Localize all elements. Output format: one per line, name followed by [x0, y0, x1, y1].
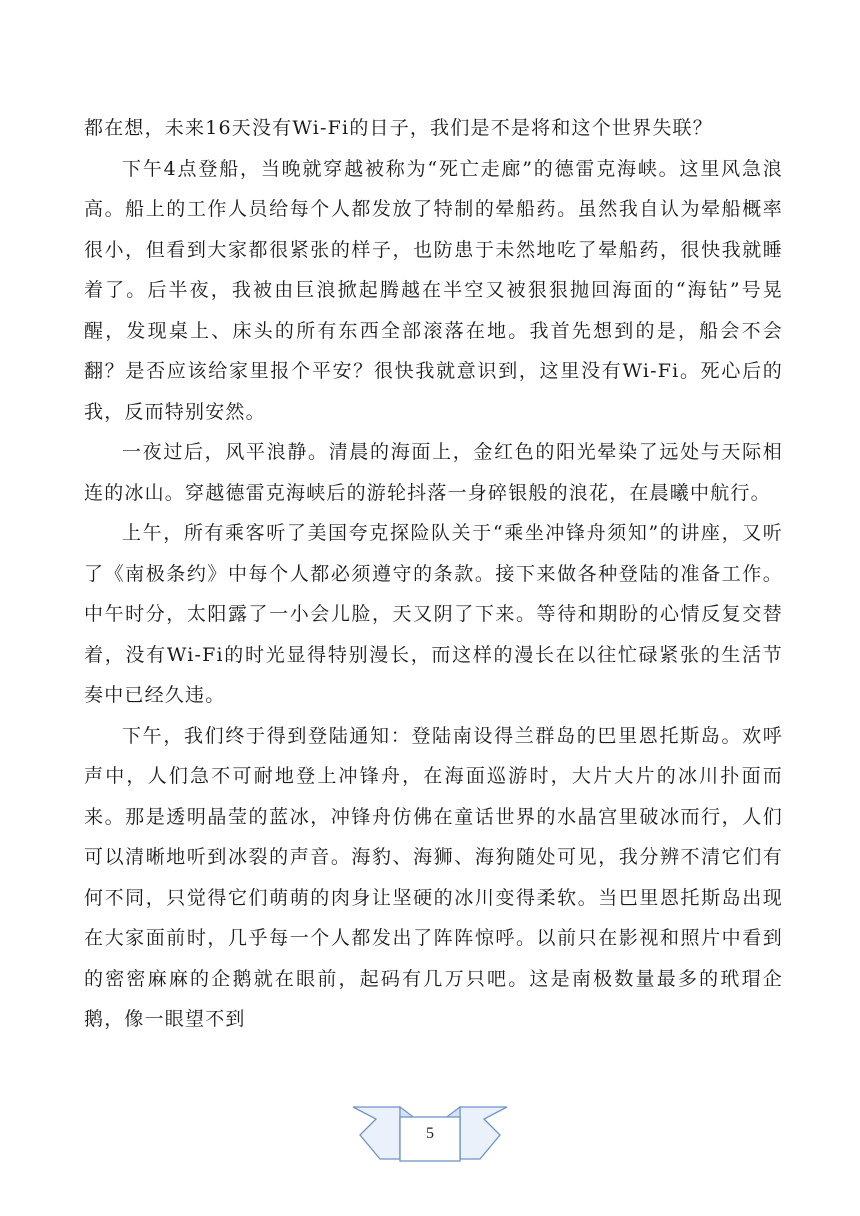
page-footer: [352, 1105, 508, 1165]
page-number: 5: [426, 1125, 434, 1142]
text-column: [84, 108, 783, 1040]
paragraph-5: 下午，我们终于得到登陆通知：登陆南设得兰群岛的巴里恩托斯岛。欢呼声中，人们急不可耐地登上冲锋舟，在海面巡游时，大片大片的冰川扑面而来。那是透明晶莹的蓝冰，冲锋舟仿佛在童话世界的水晶宫里破冰而行，人们可以清晰地听到冰裂的声音。海豹、海狮、海狗随处可见，我分辨不清它们有何不同，只觉得它们萌萌的肉身让坚硬的冰川变得柔软。当巴里恩托斯岛出现在大家面前时，几乎每一个人都发出了阵阵惊呼。以前只在影视和照片中看到的密密麻麻的企鹅就在眼前，起码有几万只吧。这是南极数量最多的玳瑁企鹅，像一眼望不到: [84, 724, 783, 1030]
paragraph-3: 一夜过后，风平浪静。清晨的海面上，金红色的阳光晕染了远处与天际相连的冰山。穿越德雷克海峡后的游轮抖落一身碎银般的浪花，在晨曦中航行。: [84, 441, 783, 504]
paragraph-4: 上午，所有乘客听了美国夸克探险队关于“乘坐冲锋舟须知”的讲座，又听了《南极条约》中每个人都必须遵守的条款。接下来做各种登陆的准备工作。中午时分，太阳露了一小会儿脸，天又阴了下来。等待和期盼的心情反复交替着，没有Wi-Fi的时光显得特别漫长，而这样的漫长在以往忙碌紧张的生活节奏中已经久违。: [84, 522, 783, 706]
paragraph-2: 下午4点登船，当晚就穿越被称为“死亡走廊”的德雷克海峡。这里风急浪高。船上的工作人员给每个人都发放了特制的晕船药。虽然我自认为晕船概率很小，但看到大家都很紧张的样子，也防患于未然地吃了晕船药，很快我就睡着了。后半夜，我被由巨浪掀起腾越在半空又被狠狠抛回海面的“海钻”号晃醒，发现桌上、床头的所有东西全部滚落在地。我首先想到的是，船会不会翻？是否应该给家里报个平安？很快我就意识到，这里没有Wi-Fi。死心后的我，反而特别安然。: [84, 157, 783, 423]
paragraph-1: 都在想，未来16天没有Wi-Fi的日子，我们是不是将和这个世界失联？: [84, 117, 713, 139]
